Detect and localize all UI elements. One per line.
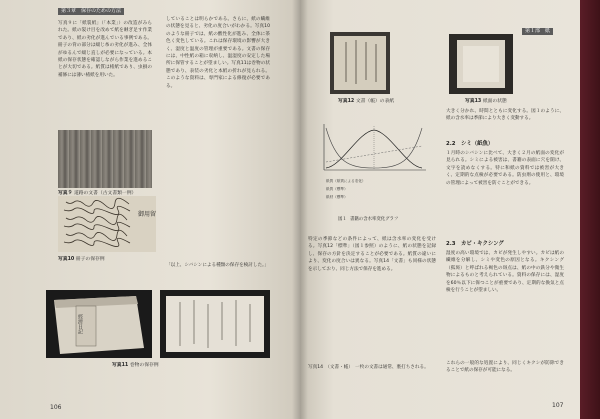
section-heading-2-3: 2.3 カビ・キクシング xyxy=(446,241,504,247)
photo2-caption-text: 冊子の保存例 xyxy=(75,257,105,262)
section-heading-2-2: 2.2 シミ（紙魚） xyxy=(446,141,494,147)
right-page-number: 107 xyxy=(552,402,564,409)
graph-legend-3: 紙材（標準） xyxy=(326,195,348,199)
photo-paper-surface xyxy=(449,34,513,94)
photo3-caption xyxy=(112,362,159,369)
photo6-image xyxy=(449,34,513,94)
photo3-caption-number: 写真11 xyxy=(112,363,129,368)
photo1-caption-number: 写真９ xyxy=(58,191,73,196)
right-left-column-foot: 写真14 （文書・帳） 一枚の文書は通常、裏打ちされる。 xyxy=(308,365,429,370)
photo-document-bundle xyxy=(58,130,152,188)
photo6-caption xyxy=(465,98,507,105)
photo3-label: 經濟日記 xyxy=(77,314,83,334)
photo2-label: 御用留 xyxy=(138,211,156,218)
photo-booklet xyxy=(58,196,156,252)
graph-legend-2: 紙質（標準） xyxy=(326,187,348,191)
photo4-scroll-image xyxy=(160,290,270,358)
photo3-scroll-image xyxy=(46,290,152,358)
photo2-handwriting xyxy=(58,196,156,252)
graph-caption-text: 書籍の含水率変化グラフ xyxy=(350,217,399,222)
book-gutter-shadow xyxy=(292,0,308,419)
photo-scroll-detail xyxy=(160,290,270,358)
photo3-caption-text: 巻物の保存例 xyxy=(129,363,159,368)
section-2-2-text: １月時のシバシンに比べて、大きく２月の紙面の変化が見られる。シミによる被害は、書籍の表面に穴を開け、文字を読めなくする。特に和紙の資料では被害が大きく、定期的な点検が必要である。防虫剤の使用と、環境の管理によって被害を防ぐことができる。 xyxy=(446,151,564,186)
photo2-caption-number: 写真10 xyxy=(58,257,75,262)
photo-scroll-open xyxy=(46,290,152,358)
right-left-column-text: 特定の季節などの条件によって、紙は含水率の変化を受ける。写真12「標準」（図１参照）のように、紙の状態を記録し、保存の方針を決定することが必要である。紙質の違いにより、変化の度合いは異なる。写真14「文書」も同様の状態を示しており、同じ方法で保存を進める。 xyxy=(308,237,436,272)
photo5-caption-number: 写真12 xyxy=(338,99,355,104)
moisture-graph xyxy=(318,122,430,228)
left-header-tag: 第３章 保存のための方法 xyxy=(58,8,124,15)
photo-document-cover xyxy=(330,32,390,94)
right-top-text: 大きく分かれ、時間とともに変化する。図１のように、紙の含水率は季節により大きく変動する。 xyxy=(446,109,564,122)
graph-legend-1: 紙質（紙質による変化） xyxy=(326,179,366,183)
photo5-image xyxy=(330,32,390,94)
right-page xyxy=(300,0,580,419)
right-header-tag: 第１部 紙 xyxy=(522,28,553,35)
graph-caption-number: 図１ xyxy=(338,217,347,222)
book-cover-edge xyxy=(580,0,600,419)
left-column-1-text: 写真９に「紙裂紙」（「本業」）の改造がみられた。紙の裂け目を改めて紙を継ぎ足す作業であり、紙の劣化が進んでいる事例である。冊子の背の部分は綴じ糸の劣化が進み、全体がゆるんで綴じ直しが必要になっている。本紙の保存状態を確認しながら作業を進めることが大切である。紙質は楮紙であり、虫損の補修には薄い楮紙を用いた。 xyxy=(58,21,152,78)
photo6-caption-number: 写真13 xyxy=(465,99,482,104)
photo6-caption-text: 紙面の状態 xyxy=(482,99,507,104)
left-column-2-text-b: 「以上、シバシンによる種類の保存を検討した。」 xyxy=(166,263,269,268)
left-page-number: 106 xyxy=(50,404,62,411)
section-2-3-text: 湿度の高い環境では、カビが発生しやすい。カビは紙の繊維を分解し、シミや変色の原因となる。キクシング（狐斑）と呼ばれる褐色の斑点は、紙の中の鉄分や微生物によるものと考えられている。資料の保存には、湿度を60％以下に保つことが重要であり、定期的な換気と点検を行うことが望ましい。 xyxy=(446,251,564,294)
section-2-3-text-b: これらの一般的な処置により、同じくキクシが防除できることで紙の保存が可能になる。 xyxy=(446,361,564,374)
photo5-caption xyxy=(338,98,394,105)
photo1-caption-text: 道路の文書（古文書類一例） xyxy=(73,191,137,196)
left-column-2-text: していることは明らかである。さらに、紙の繊維の状態を見ると、劣化の度合いがわかる。写真10のような冊子では、紙の酸性化が進み、全体に茶色く変色している。これは保存環境の影響が大きく、湿度と温度の管理が重要である。文書の保存には、中性紙の箱に収納し、温湿度の安定した場所に保管することが望ましい。写真11は巻物の状態であり、表装の劣化と本紙の折れが見られる。このような資料は、専門家による修復が必要である。 xyxy=(166,17,270,89)
photo5-caption-text: 文書（帳）の表紙 xyxy=(355,99,395,104)
photo2-caption xyxy=(58,256,105,263)
